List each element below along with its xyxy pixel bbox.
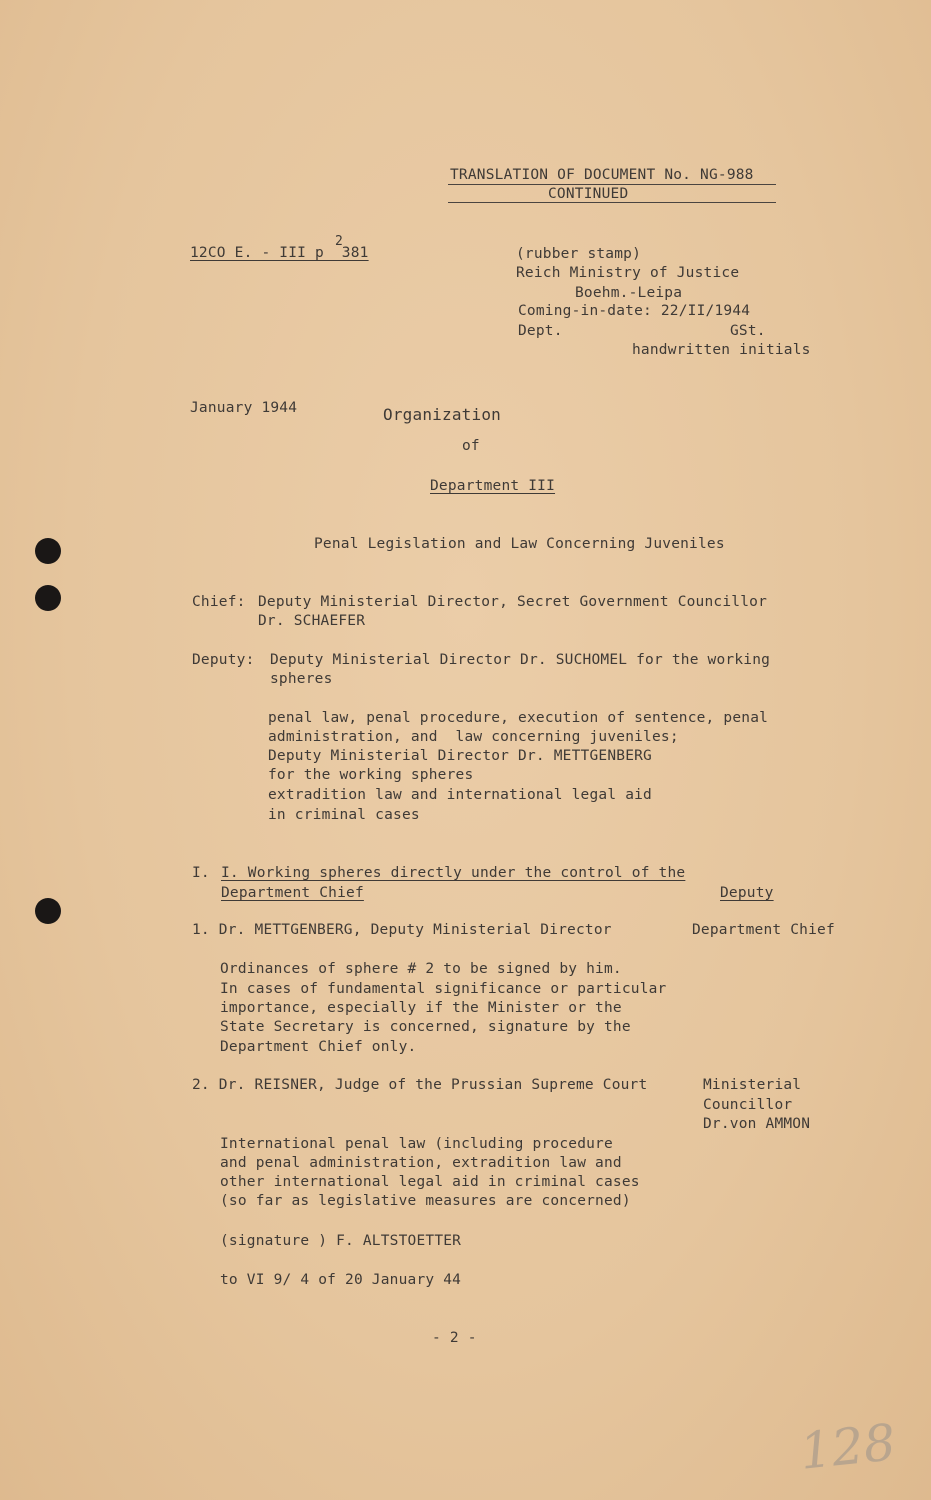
chief-label: Chief: (192, 594, 246, 610)
stamp-line-2: Reich Ministry of Justice (516, 265, 740, 281)
item-1-body-line: Ordinances of sphere # 2 to be signed by him. (220, 961, 622, 977)
heading-of: of (462, 438, 480, 454)
item-1-heading: 1. Dr. METTGENBERG, Deputy Ministerial Director (192, 922, 612, 938)
item-2-deputy-line: Councillor (703, 1097, 793, 1113)
item-2-body-line: International penal law (including procedure (220, 1136, 613, 1152)
deputy-label: Deputy: (192, 652, 255, 668)
document-title: TRANSLATION OF DOCUMENT No. NG-988 (450, 167, 754, 183)
punch-hole-2 (35, 585, 61, 611)
subheading: Penal Legislation and Law Concerning Juveniles (314, 536, 725, 552)
deputy-line-1: Deputy Ministerial Director Dr. SUCHOMEL for the working (270, 652, 771, 668)
stamp-line-5-right: GSt. (730, 323, 766, 339)
title-underline (448, 184, 776, 185)
stamp-line-1: (rubber stamp) (516, 246, 642, 262)
stamp-line-4: Coming-in-date: 22/II/1944 (518, 303, 751, 319)
section-1-prefix: I. (192, 865, 219, 881)
chief-line-2: Dr. SCHAEFER (258, 613, 366, 629)
deputy-block-line: for the working spheres (268, 767, 474, 783)
deputy-block-line: administration, and law concerning juveniles; (268, 729, 679, 745)
item-2-deputy-line: Ministerial (703, 1077, 802, 1093)
punch-hole-1 (35, 538, 61, 564)
item-2-heading: 2. Dr. REISNER, Judge of the Prussian Supreme Court (192, 1077, 648, 1093)
stamp-line-5-left: Dept. (518, 323, 563, 339)
item-1-body-line: In cases of fundamental significance or particular (220, 981, 667, 997)
deputy-block-line: extradition law and international legal aid (268, 787, 652, 803)
title-rule (448, 202, 776, 203)
file-reference-superscript: 2 (335, 234, 343, 249)
document-subtitle: CONTINUED (548, 186, 629, 202)
item-2-body-line: other international legal aid in criminal cases (220, 1174, 640, 1190)
deputy-block-line: penal law, penal procedure, execution of sentence, penal (268, 710, 769, 726)
item-1-body-line: State Secretary is concerned, signature by the (220, 1019, 631, 1035)
heading-department: Department III (430, 478, 556, 494)
deputy-block-line: in criminal cases (268, 807, 420, 823)
stamp-line-3: Boehm.-Leipa (575, 285, 683, 301)
item-2-body-line: and penal administration, extradition law and (220, 1155, 622, 1171)
item-2-body-line: (so far as legislative measures are concerned) (220, 1193, 631, 1209)
deputy-line-2: spheres (270, 671, 333, 687)
item-1-body-line: Department Chief only. (220, 1039, 417, 1055)
section-1-heading: I. Working spheres directly under the control of the (221, 865, 686, 881)
document-date: January 1944 (190, 400, 298, 416)
heading-organization: Organization (383, 405, 501, 424)
stamp-line-6: handwritten initials (632, 342, 811, 358)
deputy-block-line: Deputy Ministerial Director Dr. METTGENBERG (268, 748, 652, 764)
footer-reference: to VI 9/ 4 of 20 January 44 (220, 1272, 462, 1288)
file-reference: 12CO E. - III p 381 (190, 245, 369, 261)
chief-line-1: Deputy Ministerial Director, Secret Government Councillor (258, 594, 767, 610)
page-number: - 2 - (432, 1330, 477, 1346)
signature-line: (signature ) F. ALTSTOETTER (220, 1233, 462, 1249)
handwritten-page-number: 128 (797, 1413, 899, 1481)
deputy-column-header: Deputy (720, 885, 774, 901)
item-1-body-line: importance, especially if the Minister or the (220, 1000, 622, 1016)
item-2-deputy-line: Dr.von AMMON (703, 1116, 811, 1132)
section-1-heading-line-2: Department Chief (221, 885, 364, 901)
punch-hole-3 (35, 898, 61, 924)
item-1-deputy: Department Chief (692, 922, 835, 938)
